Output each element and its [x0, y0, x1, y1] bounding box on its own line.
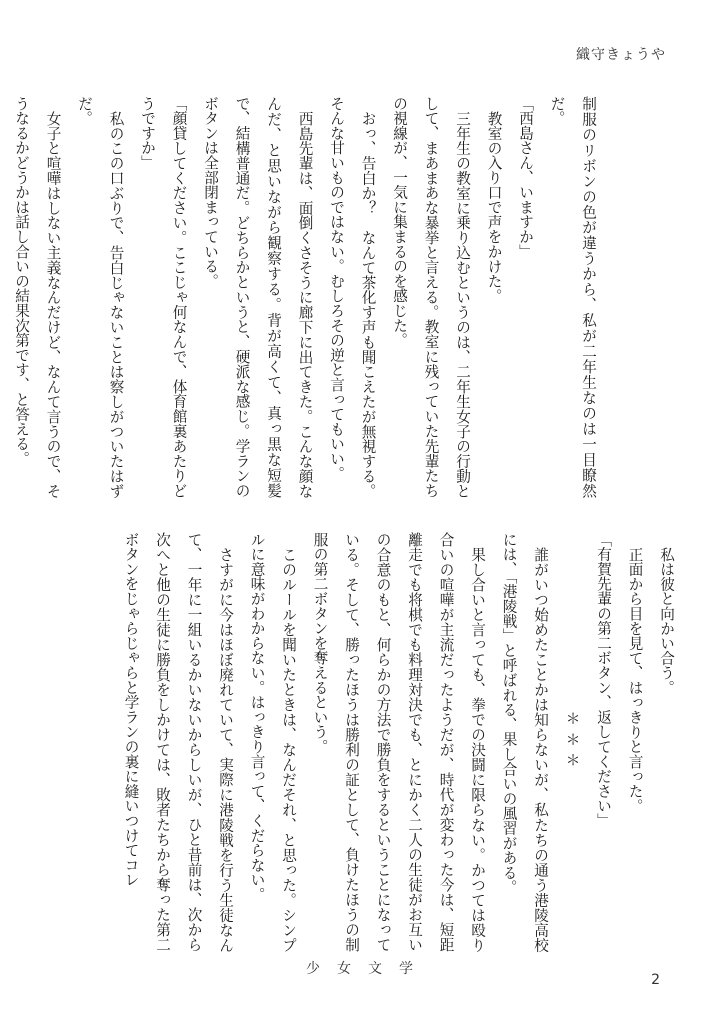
paragraph: 私は彼と向かい合う。	[658, 546, 675, 695]
author-name: 織守きょうや	[576, 47, 666, 63]
paragraph: 私のこの口ぶりで、告白じゃないことは察しがついたはずだ。	[76, 96, 125, 498]
paragraph: 西島先輩は、面倒くさそうに廊下に出てきた。こんな顔なんだ、と思いながら観察する。背が高くて、真っ黒な短髪で、結構普通だ。どちらかというと、硬派な感じ。学ランのボタンは全部閉まっている。	[202, 96, 314, 498]
paragraph	[0, 96, 6, 498]
upper-text-block	[13, 96, 604, 498]
paragraph: さすがに今はほぼ廃れていて、実際に港陵戦を行う生徒なんて、一年に一組いるかいないからしいが、ひと昔前は、次から次へと他の生徒に勝負をしかけては、敗者たちから奪った第二ボタンをじゃらじゃらと学ランの裏に縫いつけてコレ	[122, 532, 234, 952]
dialogue-line: 「西島さん、いますか」	[517, 96, 534, 259]
dialogue-line: 「有賀先輩の第二ボタン、返してください」	[595, 532, 612, 828]
paragraph: 三年生の教室に乗り込むというのは、二年生女子の行動として、まあまあな暴挙と言える。教室に残っていた先輩たちの視線が、一気に集まるのを感じた。	[391, 96, 471, 498]
paragraph: 正面から目を見て、はっきりと言った。	[626, 546, 644, 813]
paragraph: 教室の入り口で声をかけた。	[485, 110, 503, 303]
paragraph: 果し合いと言っても、拳での決闘に限らない。かつては殴り合いの喧嘩が主流だったようだが、時代が変わった今は、短距離走でも将棋でも料理対決でも、とにかく二人の生徒がお互いの合意のもと、何らかの方法で勝負をするということになっている。そして、勝ったほうは勝利の証として、負けたほうの制服の第二ボタンを奪えるという。	[311, 532, 486, 952]
footer-title: 少女文学	[306, 961, 430, 977]
page-number: 2	[651, 972, 660, 988]
paragraph: おっ、告白か？ なんて茶化す声も聞こえたが無視する。そんな甘いものではない。むしろその逆と言ってもいい。	[328, 96, 377, 498]
paragraph: 誰がいつ始めたことかは知らないが、私たちの通う港陵高校には、「港陵戦」と呼ばれる、果し合いの風習がある。	[500, 532, 549, 952]
paragraph: 制服のリボンの色が違うから、私が二年生なのは一目瞭然だ。	[548, 96, 597, 498]
lower-text-block	[72, 532, 682, 952]
paragraph: 女子と喧嘩はしない主義なんだけど、なんて言うので、そうなるかどうかは話し合いの結果次第です、と答える。	[13, 96, 62, 498]
section-break: ＊＊＊	[563, 711, 581, 773]
dialogue-line: 「顔貸してください。ここじゃ何なんで、体育館裏あたりどうですか」	[139, 96, 188, 498]
paragraph: このルールを聞いたときは、なんだそれ、と思った。シンプルに意味がわからない。はっきり言って、くだらない。	[248, 532, 297, 952]
